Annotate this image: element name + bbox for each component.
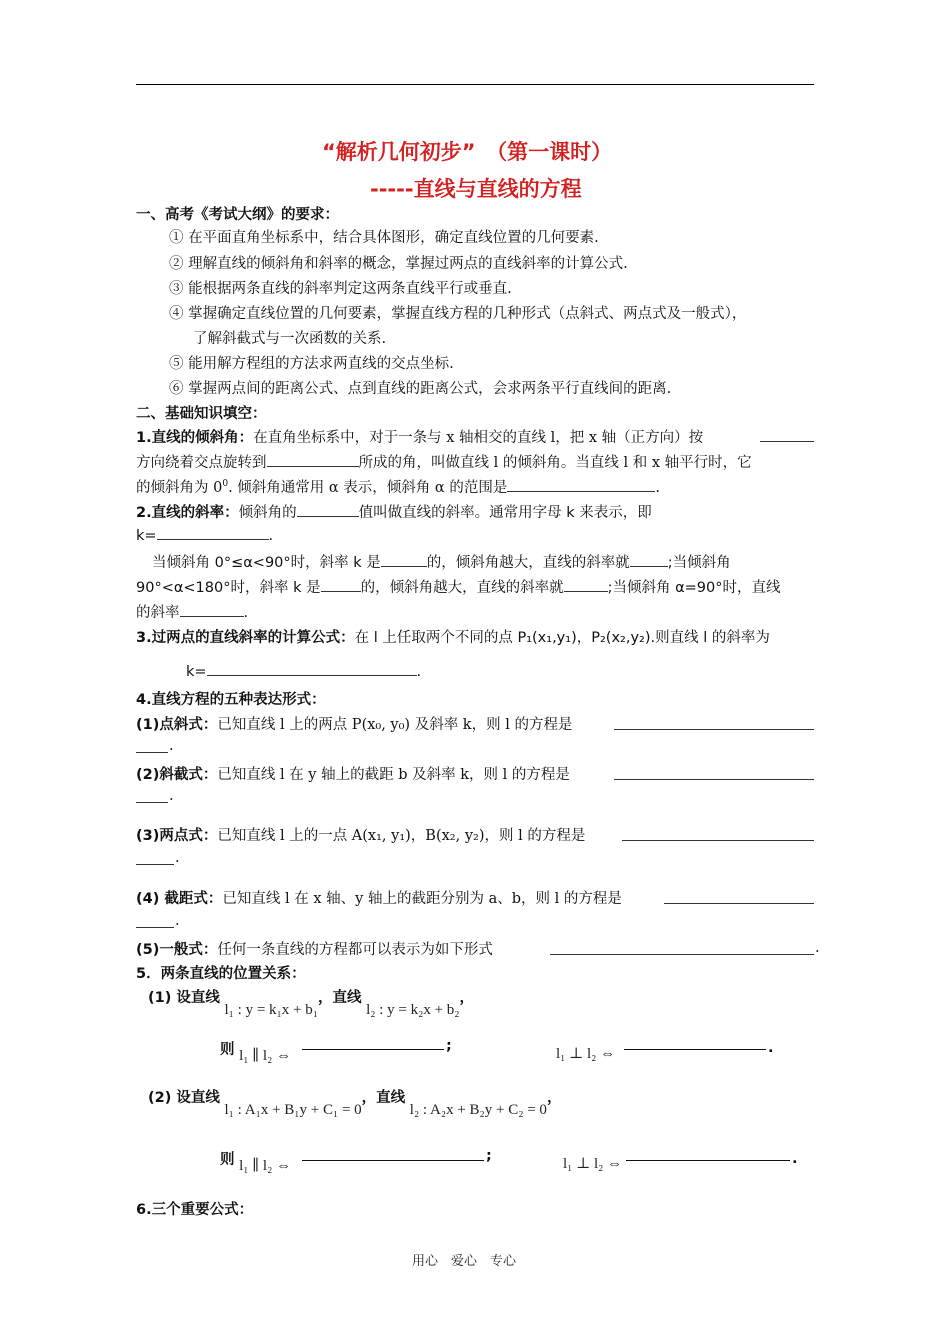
q5-period: . <box>768 1040 774 1056</box>
q1-line1 <box>136 426 703 447</box>
q4-form-text: 已知直线 l 上的一点 A(x₁, y₁)，B(x₂, y₂)，则 l 的方程是 <box>217 828 586 844</box>
q2-text: 90°<α<180°时，斜率 k 是 <box>136 580 321 596</box>
q2-text: k= <box>136 528 157 544</box>
blank-line <box>136 752 168 753</box>
equation: l₂ : A₂x + B₂y + C₂ = 0 <box>409 1102 547 1118</box>
q2-text: 的斜率 <box>136 605 180 621</box>
q3-label: 3.过两点的直线斜率的计算公式： <box>136 630 355 646</box>
q2-label: 2.直线的斜率： <box>136 505 239 521</box>
q6-heading: 6.三个重要公式： <box>136 1202 254 1218</box>
q5-semicolon: ; <box>486 1148 492 1164</box>
page-title: “解析几何初步” （第一课时） <box>322 140 613 164</box>
blank-line <box>507 478 655 492</box>
section1-heading: 一、高考《考试大纲》的要求： <box>136 207 339 223</box>
blank-line <box>136 864 174 865</box>
q2-text: 当倾斜角 0°≤α<90°时，斜率 k 是 <box>152 555 381 571</box>
q1-text: 在直角坐标系中，对于一条与 x 轴相交的直线 l，把 x 轴（正方向）按 <box>253 430 704 446</box>
q4-end-dot: . <box>169 788 174 804</box>
q4-form-text: 已知直线 l 上的两点 P(x₀, y₀) 及斜率 k，则 l 的方程是 <box>217 717 573 733</box>
q5-tail: ， <box>546 1090 562 1106</box>
q5-period: . <box>792 1151 798 1167</box>
header-rule <box>136 84 814 85</box>
q5-mid: ，直线 <box>317 990 362 1006</box>
q4-form3 <box>136 824 585 845</box>
list-item: ② 理解直线的倾斜角和斜率的概念，掌握过两点的直线斜率的计算公式. <box>169 256 628 272</box>
q5-p1-line1 <box>148 986 475 1018</box>
q5-then: 则 <box>220 1152 235 1168</box>
blank-line <box>626 1160 790 1161</box>
q3-line2 <box>186 662 421 680</box>
q4-end-dot: . <box>169 738 174 754</box>
list-item: ③ 能根据两条直线的斜率判定这两条直线平行或垂直. <box>169 281 512 297</box>
blank-line <box>267 453 359 467</box>
q3-text: 在 l 上任取两个不同的点 P₁(x₁,y₁)，P₂(x₂,y₂).则直线 l 的斜率为 <box>354 630 770 646</box>
parallel-relation: l₁ ∥ l₂ ⇔ <box>239 1048 292 1064</box>
q2-line5 <box>136 601 248 622</box>
q4-form5 <box>136 938 493 959</box>
q4-form-text: 任何一条直线的方程都可以表示为如下形式 <box>217 942 493 958</box>
q4-form-text: 已知直线 l 在 y 轴上的截距 b 及斜率 k，则 l 的方程是 <box>217 767 570 783</box>
blank-line <box>622 840 814 841</box>
q5-mid: ，直线 <box>361 1090 406 1106</box>
perpendicular-relation: l₁ ⊥ l₂ ⇔ <box>563 1156 623 1172</box>
blank-line <box>302 1049 444 1050</box>
q4-form2 <box>136 763 570 784</box>
q5-semicolon: ; <box>446 1038 452 1054</box>
q5-p2-line2 <box>220 1148 292 1174</box>
blank-line <box>157 526 269 540</box>
q4-form-text: 已知直线 l 在 x 轴、y 轴上的截距分别为 a、b，则 l 的方程是 <box>222 891 622 907</box>
q1-label: 1.直线的倾斜角： <box>136 430 254 446</box>
q5-p2-line1 <box>148 1086 562 1118</box>
q4-heading: 4.直线方程的五种表达形式： <box>136 692 326 708</box>
q5-then: 则 <box>220 1042 235 1058</box>
q1-text: 的倾斜角为 0 <box>136 480 223 496</box>
section2-heading: 二、基础知识填空： <box>136 406 267 422</box>
q4-end-dot: . <box>175 913 180 929</box>
q4-form1 <box>136 713 572 734</box>
blank-line <box>624 1049 766 1050</box>
q1-line3 <box>136 476 660 497</box>
q2-line2 <box>136 526 273 544</box>
q4-end-dot: . <box>815 940 820 956</box>
q2-line1 <box>136 501 652 522</box>
q2-text: . <box>268 528 274 544</box>
q5-p1-line2 <box>220 1038 292 1064</box>
q1-text: 所成的角，叫做直线 l 的倾斜角。当直线 l 和 x 轴平行时，它 <box>358 455 752 471</box>
blank-line <box>381 553 427 567</box>
blank-line <box>302 1160 484 1161</box>
q1-line2 <box>136 451 752 472</box>
q4-form-label: (4) 截距式： <box>136 891 223 907</box>
blank-line <box>564 578 608 592</box>
superscript: 0 <box>222 479 229 490</box>
page-subtitle: -----直线与直线的方程 <box>370 177 582 201</box>
list-item: ⑤ 能用解方程组的方法求两直线的交点坐标. <box>169 356 454 372</box>
q2-text: 的，倾斜角越大，直线的斜率就 <box>426 555 630 571</box>
blank-line <box>297 503 359 517</box>
blank-line <box>614 779 814 780</box>
q4-form-label: (2)斜截式： <box>136 767 218 783</box>
blank-line <box>136 927 174 928</box>
q2-text: ;当倾斜角 α=90°时，直线 <box>607 580 781 596</box>
blank-line <box>664 903 814 904</box>
list-item: ⑥ 掌握两点间的距离公式、点到直线的距离公式，会求两条平行直线间的距离. <box>169 381 672 397</box>
q5-heading: 5．两条直线的位置关系： <box>136 966 306 982</box>
list-item: ④ 掌握确定直线位置的几何要素，掌握直线方程的几种形式（点斜式、两点式及一般式）， <box>169 306 747 322</box>
q2-line3 <box>152 551 731 572</box>
blank-line <box>136 802 168 803</box>
blank-line <box>614 729 814 730</box>
q4-end-dot: . <box>175 850 180 866</box>
q3-text: k= <box>186 664 207 680</box>
q2-text: ;当倾斜角 <box>667 555 731 571</box>
q1-text: . <box>655 480 660 496</box>
blank-line <box>760 441 814 442</box>
list-item-continuation: 了解斜截式与一次函数的关系. <box>193 331 387 347</box>
q2-text: 的，倾斜角越大，直线的斜率就 <box>360 580 564 596</box>
list-item: ① 在平面直角坐标系中，结合具体图形，确定直线位置的几何要素. <box>169 230 599 246</box>
q2-text: . <box>243 605 249 621</box>
blank-line <box>207 662 417 676</box>
q4-form-label: (3)两点式： <box>136 828 218 844</box>
q2-line4 <box>136 576 781 597</box>
q1-text: 方向绕着交点旋转到 <box>136 455 267 471</box>
q5-p1-perp <box>556 1038 616 1062</box>
q3-line1 <box>136 626 770 647</box>
equation: l₂ : y = k₂x + b₂ <box>366 1002 460 1018</box>
blank-line <box>180 603 244 617</box>
q2-text: 倾斜角的 <box>238 505 297 521</box>
parallel-relation: l₁ ∥ l₂ ⇔ <box>239 1158 292 1174</box>
page-footer: 用心 爱心 专心 <box>412 1254 517 1269</box>
q4-form4 <box>136 887 622 908</box>
q2-text: 值叫做直线的斜率。通常用字母 k 来表示，即 <box>358 505 652 521</box>
equation: l₁ : A₁x + B₁y + C₁ = 0 <box>224 1102 362 1118</box>
q5-lead: (1) 设直线 <box>148 990 220 1006</box>
q4-form-label: (5)一般式： <box>136 942 218 958</box>
q5-lead: (2) 设直线 <box>148 1090 220 1106</box>
q4-form-label: (1)点斜式： <box>136 717 218 733</box>
blank-line <box>630 553 668 567</box>
q5-tail: ， <box>459 990 475 1006</box>
q1-text: . 倾斜角通常用 α 表示，倾斜角 α 的范围是 <box>228 480 508 496</box>
q3-text: . <box>416 664 422 680</box>
perpendicular-relation: l₁ ⊥ l₂ ⇔ <box>556 1046 616 1062</box>
blank-line <box>321 578 361 592</box>
equation: l₁ : y = k₁x + b₁ <box>224 1002 318 1018</box>
blank-line <box>550 954 814 955</box>
q5-p2-perp <box>563 1148 623 1172</box>
